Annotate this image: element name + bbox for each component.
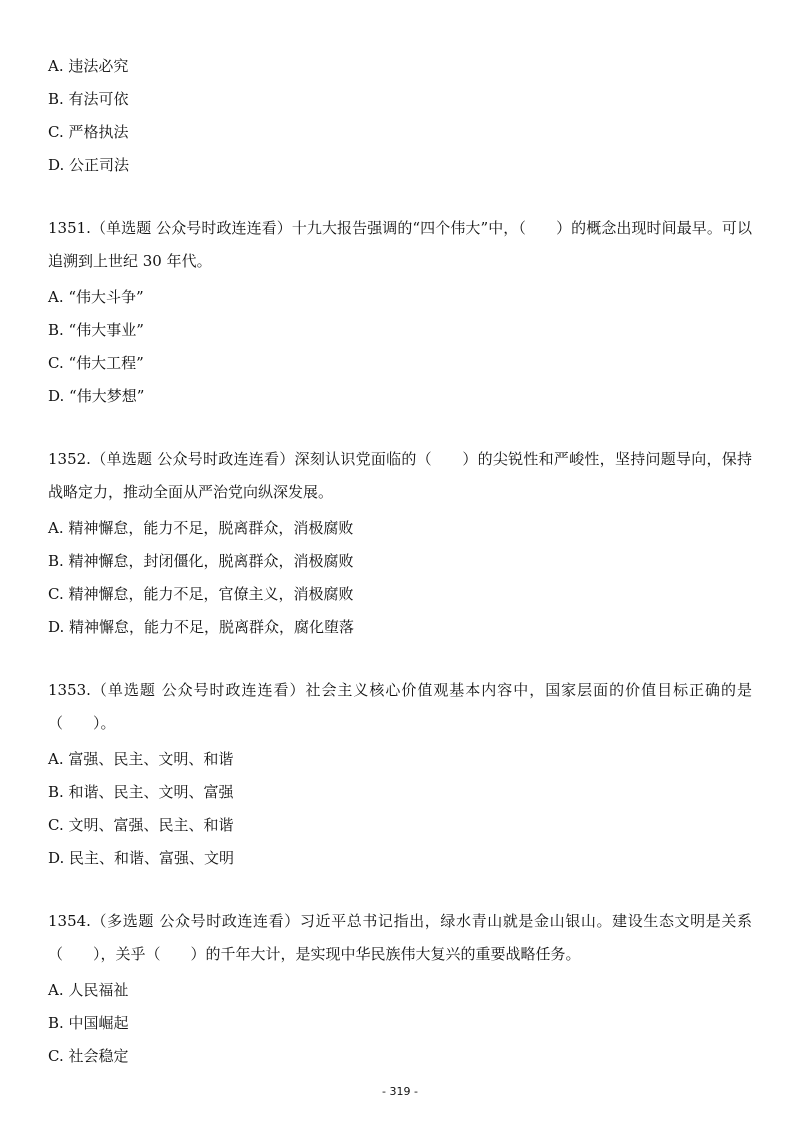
option-line: D. 精神懈怠，能力不足，脱离群众，腐化堕落	[48, 618, 355, 636]
option-line: A. 人民福祉	[48, 981, 129, 999]
question-stem: 1353.（单选题 公众号时政连连看）社会主义核心价值观基本内容中，国家层面的价值目标正确的是（ ）。	[48, 681, 752, 732]
question-stem: 1352.（单选题 公众号时政连连看）深刻认识党面临的（ ）的尖锐性和严峻性，坚持问题导向，保持战略定力，推动全面从严治党向纵深发展。	[48, 450, 752, 501]
question-stem: 1354.（多选题 公众号时政连连看）习近平总书记指出，绿水青山就是金山银山。建设生态文明是关系（ ），关乎（ ）的千年大计，是实现中华民族伟大复兴的重要战略任务。	[48, 912, 752, 963]
option-line: C. 文明、富强、民主、和谐	[48, 816, 234, 834]
option-line: A. 违法必究	[48, 57, 129, 75]
option-line: B. 有法可依	[48, 90, 129, 108]
option-line: A. “伟大斗争”	[48, 288, 144, 306]
option-line: A. 富强、民主、文明、和谐	[48, 750, 234, 768]
option-line: C. 严格执法	[48, 123, 129, 141]
option-line: A. 精神懈怠，能力不足，脱离群众，消极腐败	[48, 519, 354, 537]
option-line: D. “伟大梦想”	[48, 387, 145, 405]
option-line: B. 精神懈怠，封闭僵化，脱离群众，消极腐败	[48, 552, 354, 570]
question-stem: 1351.（单选题 公众号时政连连看）十九大报告强调的“四个伟大”中，（ ）的概念出现时间最早。可以追溯到上世纪 30 年代。	[48, 219, 752, 270]
option-line: B. 中国崛起	[48, 1014, 129, 1032]
option-line: C. “伟大工程”	[48, 354, 144, 372]
page-number: - 319 -	[382, 1085, 418, 1098]
option-line: C. 精神懈怠，能力不足，官僚主义，消极腐败	[48, 585, 354, 603]
option-line: D. 公正司法	[48, 156, 130, 174]
option-line: B. “伟大事业”	[48, 321, 144, 339]
option-line: C. 社会稳定	[48, 1047, 129, 1065]
option-line: B. 和谐、民主、文明、富强	[48, 783, 234, 801]
option-line: D. 民主、和谐、富强、文明	[48, 849, 235, 867]
